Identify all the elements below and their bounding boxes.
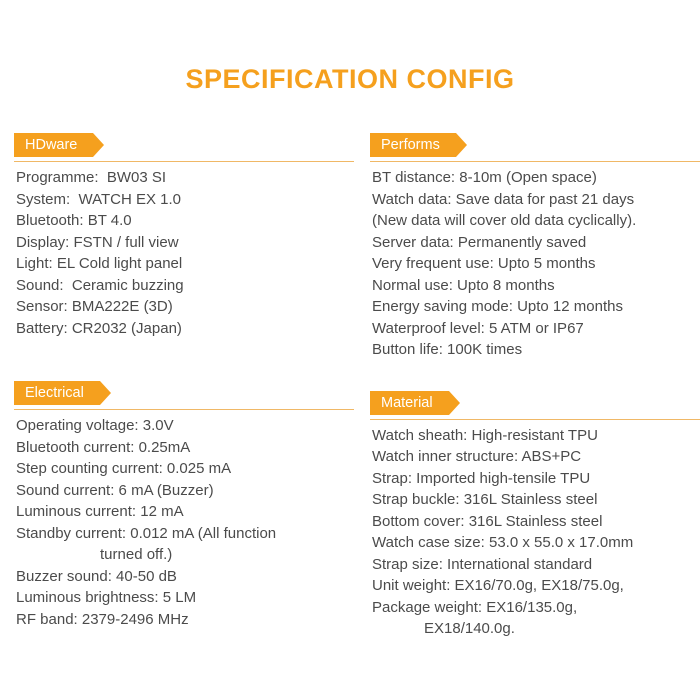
spec-line: Server data: Permanently saved [372, 233, 587, 251]
page-title: SPECIFICATION CONFIG [185, 64, 515, 94]
section-body-material [370, 425, 700, 640]
spec-line: Step counting current: 0.025 mA [16, 460, 232, 477]
spec-line: Package weight: EX16/135.0g, [372, 598, 578, 616]
spec-line: Sound: Ceramic buzzing [16, 276, 184, 294]
spec-line: RF band: 2379-2496 MHz [16, 610, 189, 628]
spec-line: Programme: BW03 SI [16, 169, 167, 186]
spec-line: EX18/140.0g. [424, 620, 515, 637]
spec-line: System: WATCH EX 1.0 [16, 190, 182, 208]
section-material [370, 391, 700, 640]
spec-line: Sound current: 6 mA (Buzzer) [16, 481, 214, 499]
section-underline [370, 161, 700, 162]
spec-line: Bluetooth: BT 4.0 [16, 212, 132, 229]
section-electrical [14, 381, 354, 630]
section-underline [14, 409, 354, 410]
section-tag-material: Material [370, 391, 449, 415]
spec-line: Operating voltage: 3.0V [16, 417, 174, 434]
left-column [14, 133, 354, 670]
spec-line: Luminous brightness: 5 LM [16, 589, 197, 606]
spec-line: Bottom cover: 316L Stainless steel [372, 512, 603, 530]
section-underline [14, 161, 354, 162]
spec-line: Strap size: International standard [372, 555, 593, 573]
section-tag-hdware: HDware [14, 133, 93, 157]
spec-line: Light: EL Cold light panel [16, 255, 183, 272]
spec-line: Button life: 100K times [372, 341, 523, 358]
spec-line: Watch sheath: High-resistant TPU [372, 426, 598, 444]
spec-line: Display: FSTN / full view [16, 233, 179, 251]
section-body-performs [370, 167, 700, 361]
spec-line: Unit weight: EX16/70.0g, EX18/75.0g, [372, 577, 624, 594]
spec-line: Energy saving mode: Upto 12 months [372, 298, 623, 315]
section-performs [370, 133, 700, 361]
spec-line: Very frequent use: Upto 5 months [372, 255, 596, 272]
spec-line: Standby current: 0.012 mA (All function [16, 524, 277, 542]
spec-line: turned off.) [100, 546, 173, 563]
section-hdware [14, 133, 354, 339]
spec-line: Watch case size: 53.0 x 55.0 x 17.0mm [372, 534, 634, 551]
spec-line: Bluetooth current: 0.25mA [16, 438, 191, 456]
spec-line: (New data will cover old data cyclically). [372, 212, 637, 229]
spec-line: Normal use: Upto 8 months [372, 276, 555, 294]
spec-line: Strap buckle: 316L Stainless steel [372, 491, 598, 508]
section-body-electrical [14, 415, 354, 630]
spec-line: Waterproof level: 5 ATM or IP67 [372, 319, 584, 337]
section-underline [370, 419, 700, 420]
right-column [370, 133, 700, 670]
section-tag-performs: Performs [370, 133, 456, 157]
spec-line: Buzzer sound: 40-50 dB [16, 567, 177, 585]
spec-line: Battery: CR2032 (Japan) [16, 319, 182, 337]
section-header-material [370, 391, 700, 415]
spec-line: Luminous current: 12 mA [16, 503, 184, 520]
section-header-hdware [14, 133, 354, 157]
spec-line: BT distance: 8-10m (Open space) [372, 169, 597, 186]
specification-grid [0, 95, 700, 670]
section-tag-electrical: Electrical [14, 381, 100, 405]
section-header-electrical [14, 381, 354, 405]
spec-line: Strap: Imported high-tensile TPU [372, 469, 591, 487]
spec-line: Watch inner structure: ABS+PC [372, 448, 582, 465]
section-header-performs [370, 133, 700, 157]
section-body-hdware [14, 167, 354, 339]
spec-line: Sensor: BMA222E (3D) [16, 298, 173, 315]
spec-line: Watch data: Save data for past 21 days [372, 190, 635, 208]
